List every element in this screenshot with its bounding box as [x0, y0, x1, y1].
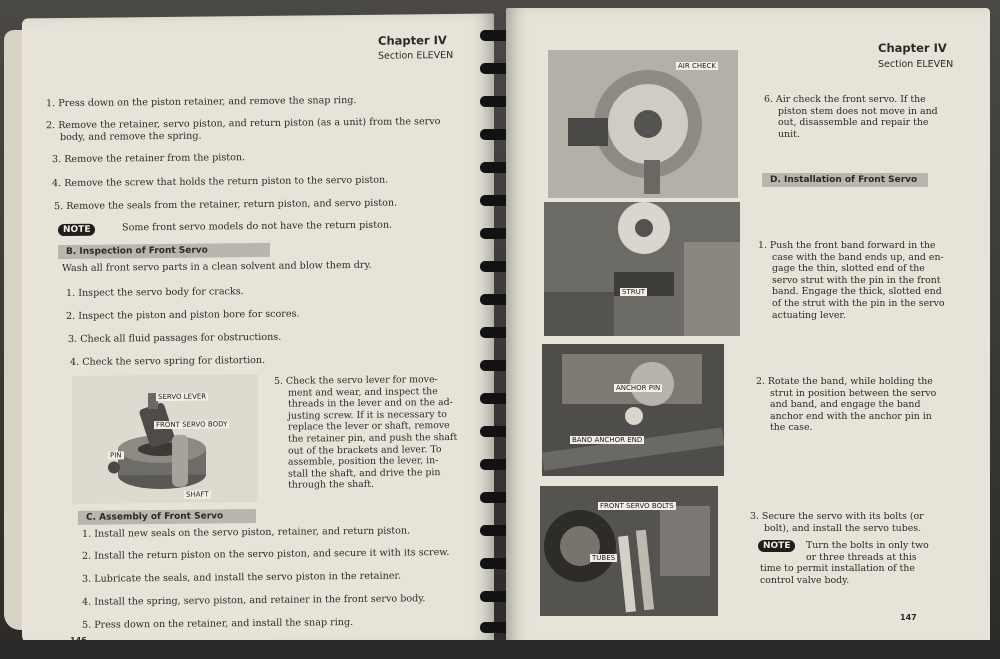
step5-paragraph: [274, 374, 457, 492]
step5-line: the retainer pin, and push the shaft: [288, 431, 458, 445]
install2-line: and band, and engage the band: [770, 399, 921, 411]
install1-line: case with the band ends up, and en-: [772, 251, 944, 263]
step5-line: justing screw. If it is necessary to: [288, 408, 447, 422]
install2-line: the case.: [770, 422, 813, 434]
front-servo-bolts-photo: [540, 486, 718, 616]
step5-line: ment and wear, and inspect the: [288, 385, 438, 399]
step5-line: out of the brackets and lever. To: [288, 443, 442, 457]
install2-line: strut in position between the servo: [770, 387, 937, 399]
label-strut: STRUT: [622, 288, 645, 296]
step5-line: replace the lever or shaft, remove: [288, 420, 450, 434]
installation-heading: D. Installation of Front Servo: [762, 173, 928, 187]
label-pin: PIN: [110, 451, 122, 460]
assembly-step: 3. Lubricate the seals, and install the servo piston in the retainer.: [82, 570, 402, 585]
step-line: 1. Press down on the piston retainer, and remove the snap ring.: [46, 94, 357, 110]
step6-line: unit.: [778, 128, 800, 140]
chapter-title: Chapter IV: [378, 33, 447, 48]
install1-line: actuating lever.: [772, 309, 846, 321]
label-tubes: TUBES: [592, 554, 616, 562]
step-line: 3. Remove the retainer from the piston.: [52, 152, 246, 166]
table-surface: [0, 640, 1000, 659]
note-line: time to permit installation of the: [760, 563, 915, 575]
label-band-anchor-end: BAND ANCHOR END: [572, 436, 643, 444]
label-front-servo-bolts: FRONT SERVO BOLTS: [600, 502, 674, 510]
servo-lever-figure: [72, 374, 258, 504]
install1-line: 1. Push the front band forward in the: [758, 240, 936, 251]
step5-line: stall the shaft, and drive the pin: [288, 466, 441, 480]
install1-line: of the strut with the pin in the servo: [772, 297, 945, 309]
assembly-step: 2. Install the return piston on the servo piston, and secure it with its screw.: [82, 546, 450, 562]
anchor-pin-photo-drawing: [542, 344, 724, 476]
inspection-intro: Wash all front servo parts in a clean solvent and blow them dry.: [62, 259, 372, 275]
assembly-step: 5. Press down on the retainer, and install the snap ring.: [82, 617, 354, 631]
assembly-step: 4. Install the spring, servo piston, and retainer in the front servo body.: [82, 593, 426, 608]
inspection-step: 2. Inspect the piston and piston bore for scores.: [66, 308, 300, 323]
inspection-step: 4. Check the servo spring for distortion.: [70, 354, 266, 368]
assembly-heading: C. Assembly of Front Servo: [78, 509, 256, 525]
right-page: [506, 8, 990, 648]
note-line: or three threads at this: [806, 551, 917, 563]
air-check-photo: [548, 50, 738, 198]
note-badge: NOTE: [758, 540, 795, 552]
step5-line: through the shaft.: [288, 479, 374, 492]
install2-line: 2. Rotate the band, while holding the: [756, 376, 933, 387]
strut-photo: [544, 202, 740, 336]
step5-line: 5. Check the servo lever for move-: [274, 374, 438, 387]
inspection-step: 1. Inspect the servo body for cracks.: [66, 286, 244, 300]
step6-line: piston stem does not move in and: [778, 105, 938, 117]
step-line: 2. Remove the retainer, servo piston, and return piston (as a unit) from the servo: [46, 116, 441, 132]
note-line: Turn the bolts in only two: [806, 540, 929, 551]
chapter-title: Chapter IV: [878, 41, 947, 55]
step-line: 4. Remove the screw that holds the return piston to the servo piston.: [52, 174, 389, 190]
left-page: [22, 14, 494, 649]
page-number: 147: [900, 613, 917, 622]
step5-line: threads in the lever and on the ad-: [288, 397, 453, 410]
step6-paragraph: [764, 94, 938, 140]
section-title: Section ELEVEN: [878, 59, 954, 70]
step-line: 5. Remove the seals from the retainer, return piston, and servo piston.: [54, 197, 398, 213]
note-badge: NOTE: [58, 224, 95, 236]
assembly-step: 1. Install new seals on the servo piston, retainer, and return piston.: [82, 525, 411, 540]
install3-paragraph: [750, 511, 924, 534]
strut-photo-drawing: [544, 202, 740, 336]
inspection-heading: B. Inspection of Front Servo: [58, 243, 270, 259]
install3-line: bolt), and install the servo tubes.: [764, 522, 922, 534]
install1-paragraph: [758, 240, 945, 321]
label-anchor-pin: ANCHOR PIN: [616, 384, 661, 392]
step5-line: assemble, position the lever, in-: [288, 455, 439, 468]
note-line: control valve body.: [760, 574, 850, 586]
air-check-photo-drawing: [548, 50, 738, 198]
note-text: Some front servo models do not have the return piston.: [122, 219, 393, 234]
install2-line: anchor end with the anchor pin in: [770, 410, 932, 422]
section-title: Section ELEVEN: [378, 49, 454, 62]
label-servo-lever: SERVO LEVER: [158, 392, 207, 402]
step6-line: out, disassemble and repair the: [778, 117, 929, 129]
install1-line: gage the thin, slotted end of the: [772, 263, 925, 275]
step6-line: 6. Air check the front servo. If the: [764, 94, 926, 105]
install2-paragraph: [756, 376, 936, 434]
label-front-servo-body: FRONT SERVO BODY: [156, 420, 228, 430]
inspection-step: 3. Check all fluid passages for obstructions.: [68, 331, 282, 345]
anchor-pin-photo: [542, 344, 724, 476]
install3-line: 3. Secure the servo with its bolts (or: [750, 511, 924, 522]
label-air-check: AIR CHECK: [678, 62, 716, 70]
install1-line: servo strut with the pin in the front: [772, 274, 941, 286]
step-line: body, and remove the spring.: [60, 130, 202, 144]
label-shaft: SHAFT: [186, 490, 209, 499]
install1-line: band. Engage the thick, slotted end: [772, 286, 942, 298]
